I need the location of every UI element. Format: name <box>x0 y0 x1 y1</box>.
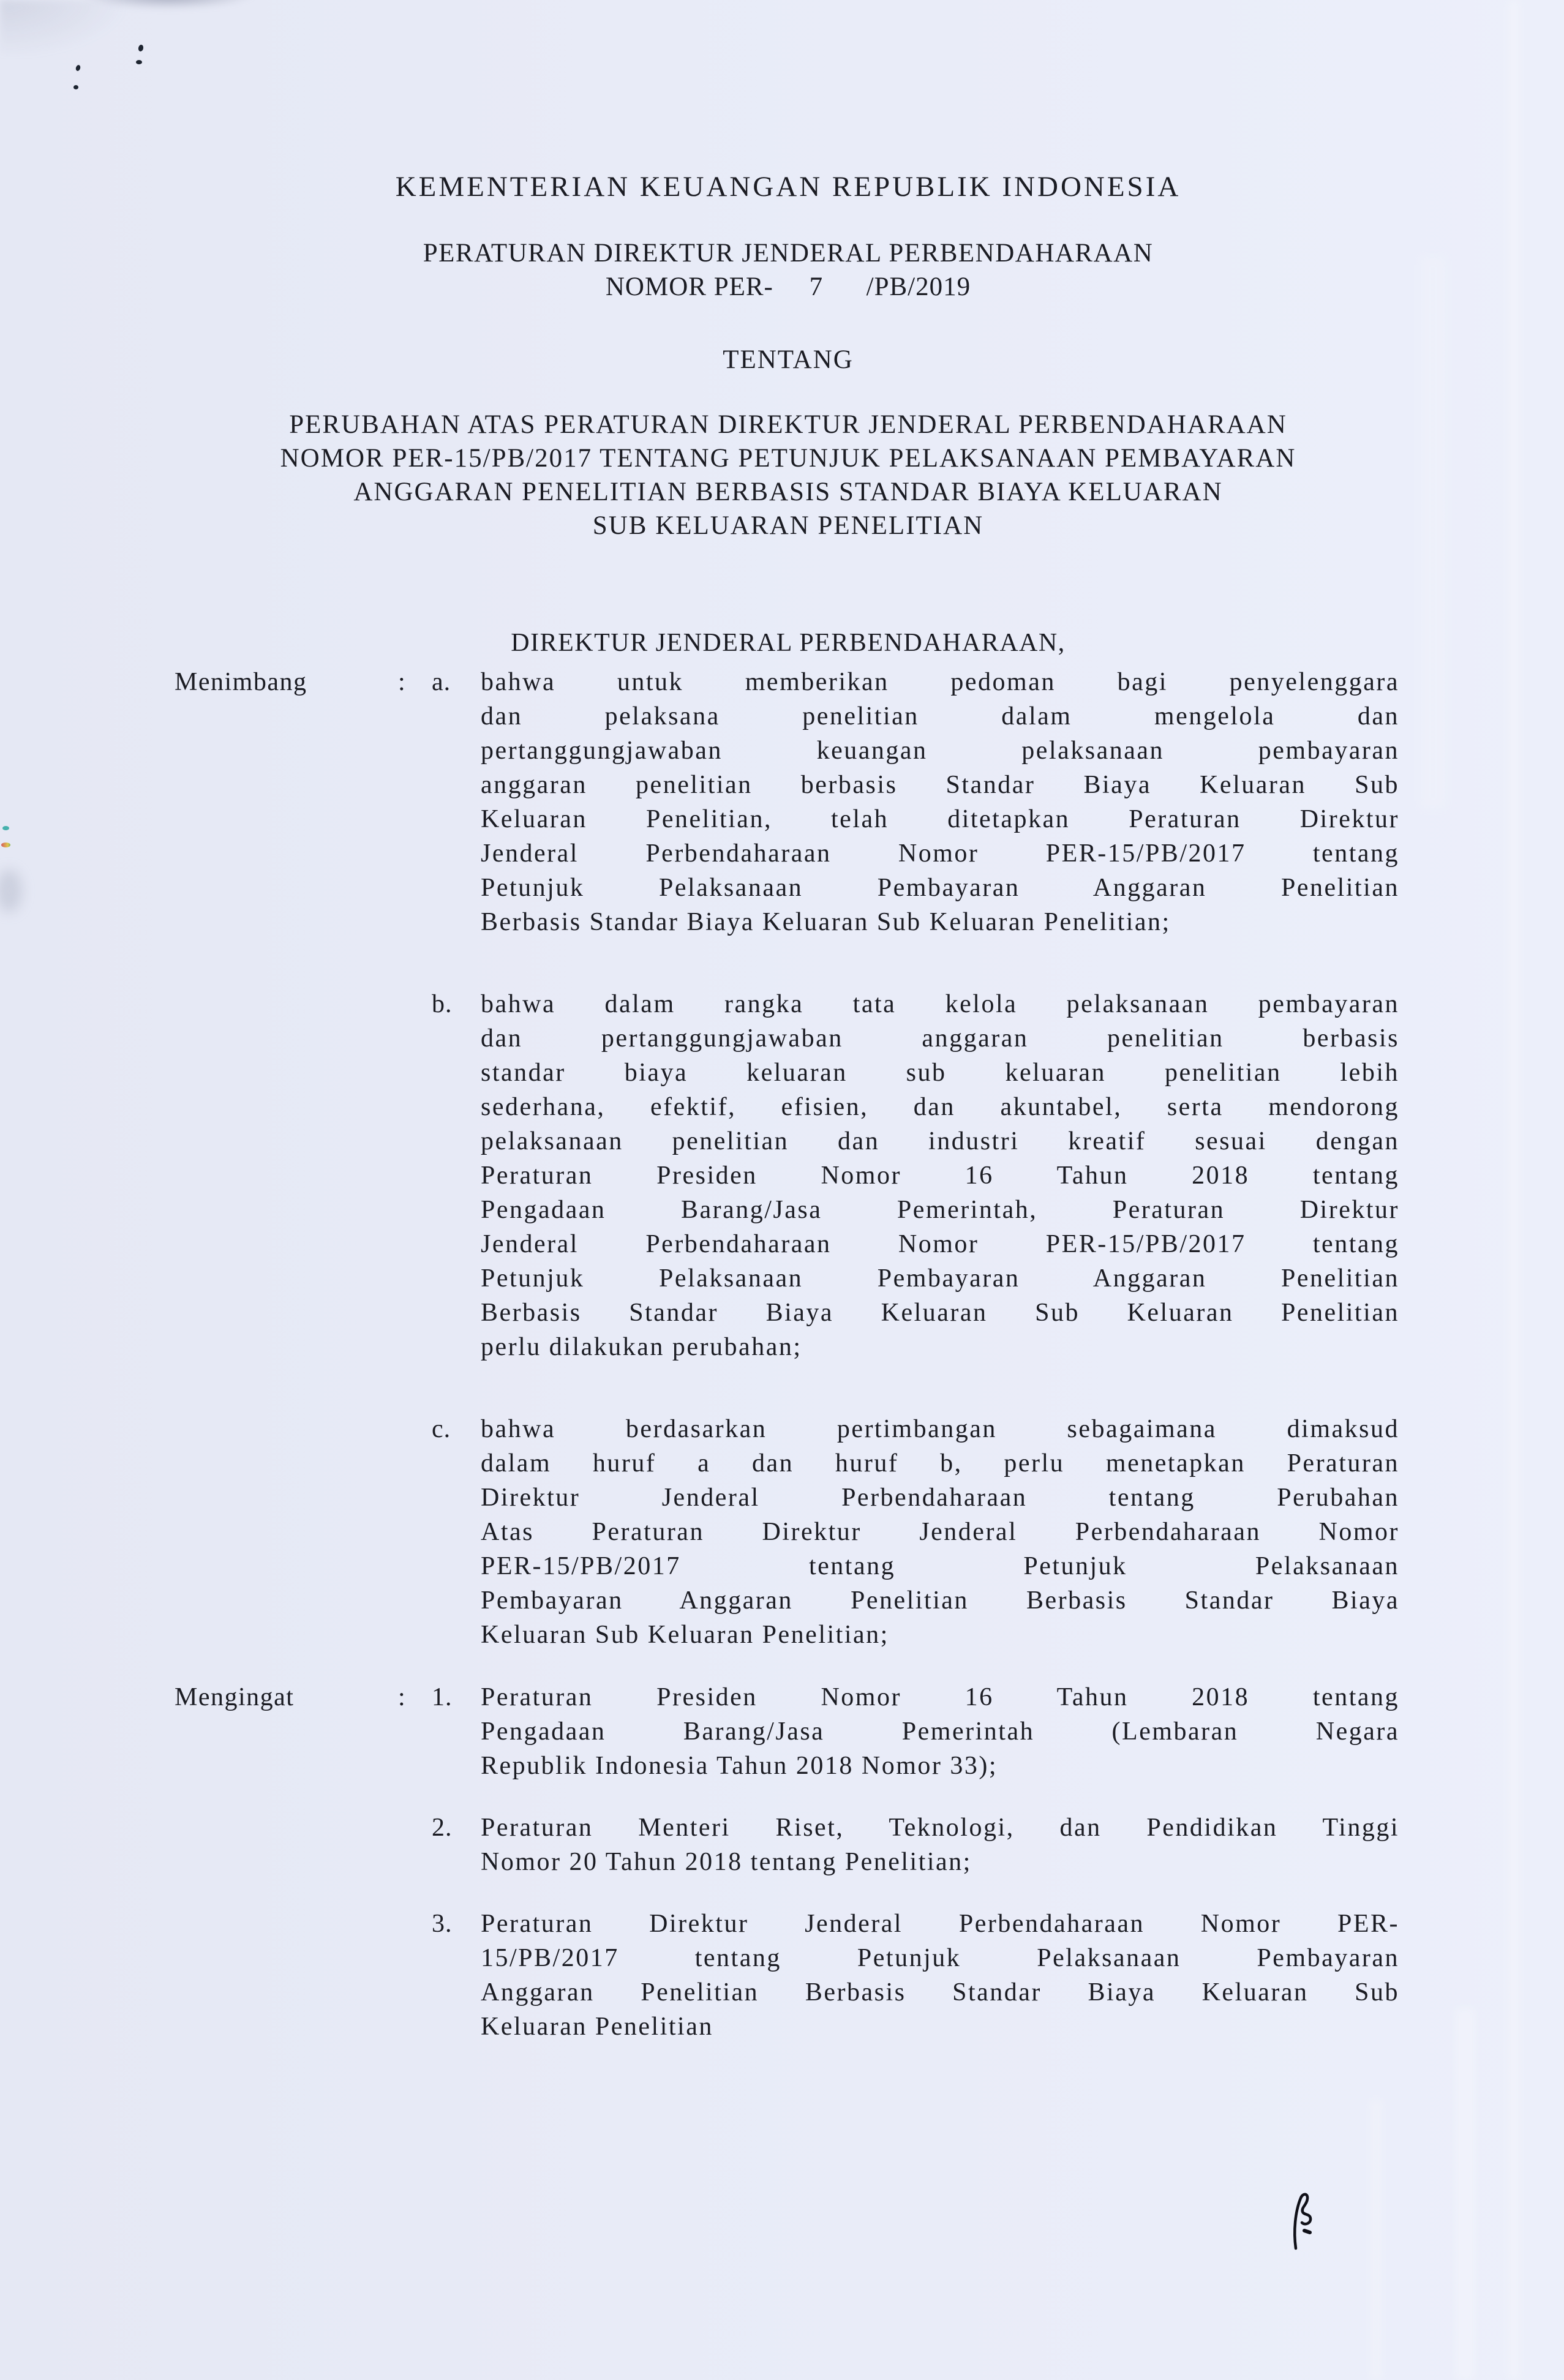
item-text-line: dalam huruf a dan huruf b, perlu menetapkan Peraturan <box>481 1449 1399 1477</box>
scan-streak <box>1370 2100 1382 2380</box>
item-text <box>481 987 1399 1364</box>
ink-dot-mark <box>138 44 144 51</box>
scanner-edge-speck <box>1 843 10 847</box>
item-text-line: dan pertanggungjawaban anggaran penelitian berbasis <box>481 1024 1399 1053</box>
regulation-title: PERATURAN DIREKTUR JENDERAL PERBENDAHARAAN <box>423 239 1154 268</box>
scan-streak <box>1456 2008 1475 2380</box>
item-text-line: standar biaya keluaran sub keluaran penelitian lebih <box>481 1059 1399 1087</box>
item-text-line: Jenderal Perbendaharaan Nomor PER-15/PB/2017 tentang <box>481 1230 1399 1258</box>
ink-dot-mark <box>136 60 142 64</box>
item-text-line: Berbasis Standar Biaya Keluaran Sub Keluaran Penelitian; <box>481 908 1171 936</box>
item-text-line: pelaksanaan penelitian dan industri kreatif sesuai dengan <box>481 1127 1399 1155</box>
handwritten-initial-mark <box>1290 2192 1324 2251</box>
item-text-line: anggaran penelitian berbasis Standar Biaya Keluaran Sub <box>481 771 1399 799</box>
section-separator <box>398 987 432 1364</box>
item-text-line: dan pelaksana penelitian dalam mengelola dan <box>481 702 1399 730</box>
item-text <box>481 1412 1399 1652</box>
item-text-line: Peraturan Menteri Riset, Teknologi, dan Pendidikan Tinggi <box>481 1814 1399 1842</box>
item-text-line: 15/PB/2017 tentang Petunjuk Pelaksanaan Pembayaran <box>481 1944 1399 1972</box>
item-text-line: perlu dilakukan perubahan; <box>481 1333 802 1361</box>
item-marker: b. <box>432 990 453 1018</box>
section-separator: : <box>398 668 406 696</box>
document-title-line: PERUBAHAN ATAS PERATURAN DIREKTUR JENDERAL PERBENDAHARAAN <box>289 410 1287 439</box>
item-text-line: PER-15/PB/2017 tentang Petunjuk Pelaksanaan <box>481 1552 1399 1580</box>
item-text-line: Berbasis Standar Biaya Keluaran Sub Keluaran Penelitian <box>481 1299 1399 1327</box>
section-label: Mengingat <box>175 1683 295 1711</box>
section-label <box>175 987 398 1364</box>
item-text-line: Republik Indonesia Tahun 2018 Nomor 33); <box>481 1752 998 1780</box>
item-text-line: bahwa dalam rangka tata kelola pelaksanaan pembayaran <box>481 990 1399 1018</box>
document-body <box>175 665 1399 2044</box>
scan-smudge <box>0 0 122 55</box>
document-title-line: NOMOR PER-15/PB/2017 TENTANG PETUNJUK PELAKSANAAN PEMBAYARAN <box>280 444 1296 473</box>
document-title-line: ANGGARAN PENELITIAN BERBASIS STANDAR BIAYA KELUARAN <box>353 478 1223 506</box>
item-text-line: Peraturan Presiden Nomor 16 Tahun 2018 tentang <box>481 1683 1399 1711</box>
issuer-line: DIREKTUR JENDERAL PERBENDAHARAAN, <box>511 629 1066 657</box>
item-text <box>481 1907 1399 2044</box>
item-text-line: Direktur Jenderal Perbendaharaan tentang Perubahan <box>481 1484 1399 1512</box>
item-marker: 2. <box>432 1814 453 1842</box>
section-separator <box>398 1412 432 1652</box>
consideration-item <box>175 1811 1399 1879</box>
regulation-number: NOMOR PER- 7 /PB/2019 <box>605 272 971 301</box>
item-marker: 1. <box>432 1683 453 1711</box>
item-text-line: Keluaran Penelitian, telah ditetapkan Peraturan Direktur <box>481 805 1399 833</box>
item-marker: c. <box>432 1415 451 1443</box>
about-label: TENTANG <box>723 345 854 374</box>
section-separator <box>398 1811 432 1879</box>
section-separator: : <box>398 1683 406 1711</box>
item-text-line: bahwa berdasarkan pertimbangan sebagaimana dimaksud <box>481 1415 1399 1443</box>
item-text-line: Nomor 20 Tahun 2018 tentang Penelitian; <box>481 1848 972 1876</box>
consideration-item <box>175 987 1399 1364</box>
item-marker: a. <box>432 668 451 696</box>
item-text-line: Petunjuk Pelaksanaan Pembayaran Anggaran Penelitian <box>481 1264 1399 1293</box>
item-text <box>481 1811 1399 1879</box>
ministry-title: KEMENTERIAN KEUANGAN REPUBLIK INDONESIA <box>395 171 1181 203</box>
document-title-line: SUB KELUARAN PENELITIAN <box>592 511 984 540</box>
section-separator <box>398 1907 432 2044</box>
item-text <box>481 665 1399 939</box>
section-label <box>175 1907 398 2044</box>
item-text-line: Keluaran Sub Keluaran Penelitian; <box>481 1621 889 1649</box>
item-text-line: Peraturan Presiden Nomor 16 Tahun 2018 tentang <box>481 1162 1399 1190</box>
item-text-line: Pembayaran Anggaran Penelitian Berbasis Standar Biaya <box>481 1586 1399 1615</box>
item-text-line: bahwa untuk memberikan pedoman bagi penyelenggara <box>481 668 1399 696</box>
section-label: Menimbang <box>175 668 307 696</box>
section-label <box>175 1412 398 1652</box>
item-text-line: sederhana, efektif, efisien, dan akuntabel, serta mendorong <box>481 1093 1399 1121</box>
item-text-line: Keluaran Penelitian <box>481 2013 713 2041</box>
consideration-item <box>175 1907 1399 2044</box>
consideration-item <box>175 665 1399 939</box>
item-text-line: Pengadaan Barang/Jasa Pemerintah (Lembaran Negara <box>481 1717 1399 1746</box>
item-text-line: Peraturan Direktur Jenderal Perbendaharaan Nomor PER- <box>481 1910 1399 1938</box>
item-text-line: Anggaran Penelitian Berbasis Standar Biaya Keluaran Sub <box>481 1978 1399 2006</box>
item-text <box>481 1680 1399 1783</box>
document-title <box>12 408 1564 542</box>
consideration-item <box>175 1412 1399 1652</box>
scan-smudge <box>0 869 22 912</box>
item-text-line: Jenderal Perbendaharaan Nomor PER-15/PB/2017 tentang <box>481 839 1399 868</box>
ink-dot-mark <box>73 85 78 89</box>
item-text-line: pertanggungjawaban keuangan pelaksanaan pembayaran <box>481 737 1399 765</box>
consideration-item <box>175 1680 1399 1783</box>
ink-dot-mark <box>75 64 81 72</box>
item-text-line: Petunjuk Pelaksanaan Pembayaran Anggaran Penelitian <box>481 874 1399 902</box>
item-marker: 3. <box>432 1910 453 1938</box>
section-label <box>175 1811 398 1879</box>
scanner-edge-speck <box>2 826 9 830</box>
item-text-line: Atas Peraturan Direktur Jenderal Perbendaharaan Nomor <box>481 1518 1399 1546</box>
item-text-line: Pengadaan Barang/Jasa Pemerintah, Peraturan Direktur <box>481 1196 1399 1224</box>
